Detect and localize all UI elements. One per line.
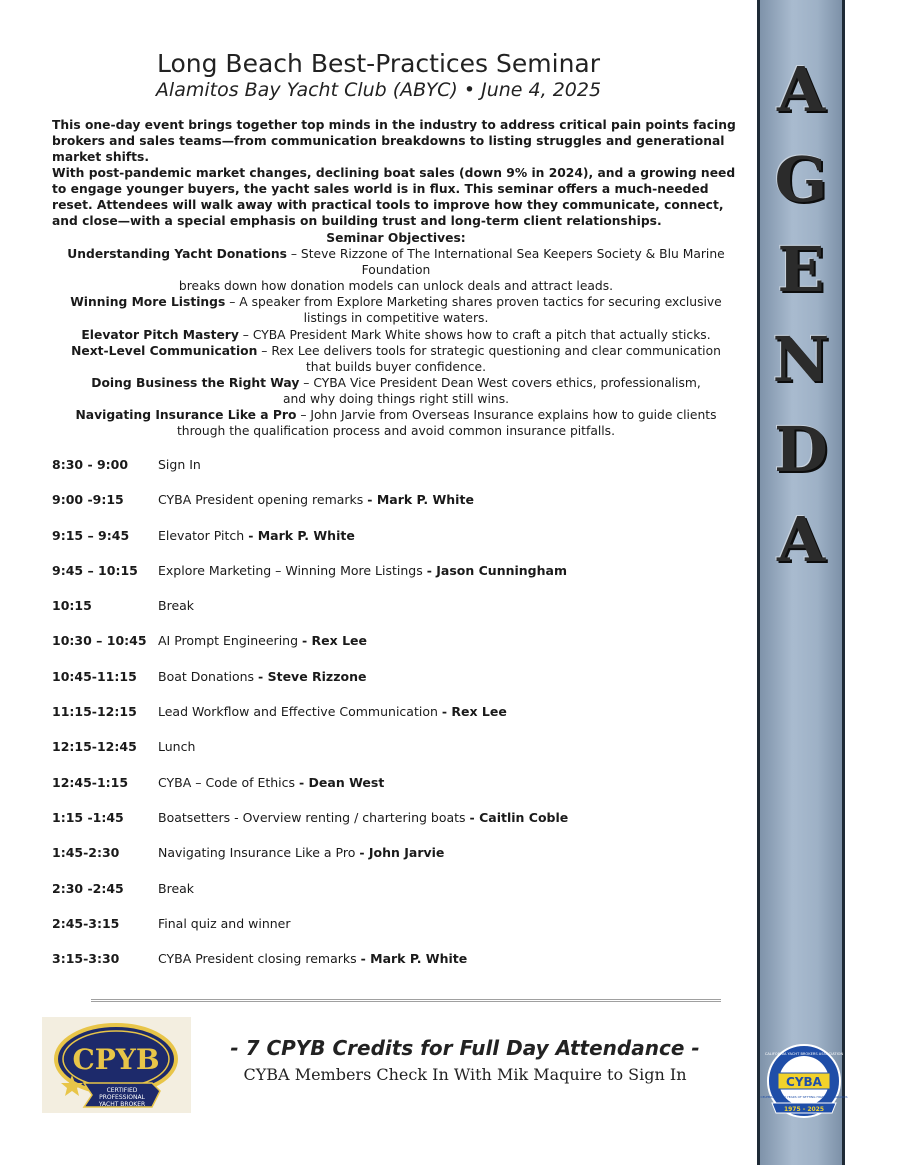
- objective-name: Doing Business the Right Way: [91, 375, 300, 390]
- schedule-row: [52, 561, 742, 596]
- schedule-time: 9:15 – 9:45: [52, 527, 130, 543]
- schedule-time: 2:45-3:15: [52, 915, 120, 931]
- schedule-session: [158, 702, 507, 722]
- objective-item: [40, 246, 752, 278]
- cyba-seal-years: 1975 - 2025: [783, 1106, 825, 1113]
- header: [0, 50, 757, 102]
- schedule-row: [52, 526, 742, 561]
- session-title: Break: [158, 880, 195, 896]
- session-title: Sign In: [158, 457, 201, 472]
- schedule-time: 3:15-3:30: [52, 951, 120, 967]
- agenda-letter: N: [772, 323, 830, 396]
- agenda-letter: A: [776, 503, 826, 576]
- schedule-time: 11:15-12:15: [52, 704, 137, 720]
- credits-note: [215, 1035, 715, 1086]
- session-title: Boatsetters - Overview renting / chartering boats: [158, 809, 470, 825]
- schedule-session: [158, 949, 467, 969]
- session-title: Explore Marketing – Winning More Listings: [158, 562, 427, 578]
- session-speaker: - Jason Cunningham: [426, 562, 567, 578]
- seminar-objectives: [40, 230, 752, 439]
- page-title: Long Beach Best-Practices Seminar: [156, 49, 601, 78]
- schedule-row: [52, 843, 742, 878]
- schedule-time: 9:00 -9:15: [52, 492, 124, 508]
- schedule-time: 10:45-11:15: [52, 668, 137, 684]
- objective-text-continued: listings in competitive waters.: [303, 311, 489, 326]
- objective-item: [40, 407, 752, 423]
- objective-text: – Rex Lee delivers tools for strategic questioning and clear communication: [257, 343, 721, 358]
- schedule-session: [158, 737, 195, 757]
- objective-text-continued: through the qualification process and avoid common insurance pitfalls.: [176, 424, 616, 439]
- objective-text: – Steve Rizzone of The International Sea Keepers Society & Blu Marine Foundation: [286, 247, 725, 278]
- divider: [91, 999, 721, 1002]
- schedule-row: [52, 773, 742, 808]
- objective-text: – CYBA President Mark White shows how to craft a pitch that actually sticks.: [238, 327, 711, 342]
- session-speaker: - John Jarvie: [359, 845, 445, 861]
- session-speaker: - Caitlin Coble: [469, 809, 569, 825]
- session-title: Navigating Insurance Like a Pro: [158, 845, 360, 861]
- session-title: CYBA President closing remarks: [158, 951, 361, 967]
- session-speaker: - Dean West: [299, 774, 385, 790]
- intro-paragraph-2: With post-pandemic market changes, declining boat sales (down 9% in 2024), and a growing need to engage younger buyers, the yacht sales world is in flux. This seminar offers a much-needed reset. Attendees will walk away with practical tools to improve how they communicate, connect, and close—with a special emphasis on building trust and long-term client relationships.: [52, 166, 736, 228]
- schedule-time: 12:15-12:45: [52, 739, 137, 755]
- schedule-row: [52, 596, 742, 631]
- session-speaker: - Rex Lee: [302, 633, 367, 649]
- cyba-seal-tagline: CELEBRATING 50 YEARS OF SETTING HIGHER STANDARDS: [760, 1095, 848, 1099]
- schedule-session: [158, 455, 201, 475]
- schedule-session: [158, 808, 568, 828]
- schedule-row: [52, 702, 742, 737]
- cyba-seal-text: CYBA: [786, 1075, 822, 1089]
- schedule-time: 1:15 -1:45: [52, 809, 124, 825]
- schedule-session: [158, 596, 194, 616]
- schedule-session: [158, 773, 384, 793]
- objective-name: Navigating Insurance Like a Pro: [75, 408, 297, 423]
- cpyb-ribbon-1: CERTIFIED: [106, 1087, 138, 1094]
- objective-item: [40, 375, 752, 391]
- cpyb-logo-text: CPYB: [72, 1043, 160, 1076]
- objective-text: – CYBA Vice President Dean West covers ethics, professionalism,: [299, 375, 701, 390]
- schedule-session: [158, 561, 567, 581]
- session-title: CYBA President opening remarks: [158, 492, 368, 508]
- schedule-row: [52, 808, 742, 843]
- cyba-seal-logo: [760, 1043, 848, 1119]
- objective-text-continued: and why doing things right still wins.: [282, 391, 510, 406]
- schedule-session: [158, 490, 474, 510]
- schedule-row: [52, 914, 742, 949]
- cpyb-ribbon-3: YACHT BROKER: [98, 1101, 146, 1108]
- credits-subtitle: CYBA Members Check In With Mik Maquire to Sign In: [243, 1065, 687, 1084]
- cyba-seal-ring-text: CALIFORNIA YACHT BROKERS ASSOCIATION: [764, 1052, 844, 1056]
- schedule-row: [52, 879, 742, 914]
- schedule-session: [158, 879, 194, 899]
- objective-text: – A speaker from Explore Marketing shares proven tactics for securing exclusive: [225, 295, 722, 310]
- schedule-row: [52, 631, 742, 666]
- objective-text-continued: that builds buyer confidence.: [305, 359, 487, 374]
- intro: [52, 117, 742, 229]
- agenda-letter: E: [777, 233, 825, 306]
- session-title: Break: [158, 598, 195, 614]
- schedule-session: [158, 631, 367, 651]
- objective-text: – John Jarvie from Overseas Insurance explains how to guide clients: [296, 408, 717, 423]
- session-speaker: - Mark P. White: [248, 527, 355, 543]
- schedule-time: 2:30 -2:45: [52, 880, 124, 896]
- schedule: [52, 455, 742, 984]
- page-subtitle: Alamitos Bay Yacht Club (ABYC) • June 4, 2025: [155, 79, 602, 101]
- session-title: Lunch: [158, 739, 196, 755]
- session-title: CYBA – Code of Ethics: [158, 774, 300, 790]
- objective-name: Next-Level Communication: [71, 343, 258, 358]
- session-title: Boat Donations: [158, 668, 259, 684]
- objectives-heading: Seminar Objectives:: [326, 231, 466, 245]
- objective-name: Winning More Listings: [70, 295, 226, 310]
- objective-name: Elevator Pitch Mastery: [81, 327, 239, 342]
- session-speaker: - Mark P. White: [367, 492, 474, 508]
- schedule-session: [158, 914, 291, 934]
- agenda-letter: G: [774, 143, 828, 216]
- objective-text-continued: breaks down how donation models can unlock deals and attract leads.: [178, 279, 614, 294]
- schedule-row: [52, 667, 742, 702]
- agenda-sidebar: [757, 0, 848, 1165]
- objective-name: Understanding Yacht Donations: [67, 247, 287, 262]
- session-speaker: - Steve Rizzone: [258, 668, 367, 684]
- intro-paragraph-1: This one-day event brings together top minds in the industry to address critical pain points facing brokers and sales teams—from communication breakdowns to listing struggles and generational market shifts.: [52, 118, 736, 164]
- agenda-letter: D: [774, 413, 828, 486]
- objective-item: [40, 343, 752, 359]
- schedule-time: 1:45-2:30: [52, 845, 120, 861]
- agenda-letter: A: [776, 53, 826, 126]
- schedule-time: 12:45-1:15: [52, 774, 129, 790]
- session-speaker: - Rex Lee: [441, 704, 507, 720]
- schedule-time: 8:30 - 9:00: [52, 457, 129, 472]
- schedule-session: [158, 667, 366, 687]
- schedule-time: 10:15: [52, 598, 92, 614]
- cpyb-ribbon-2: PROFESSIONAL: [99, 1094, 145, 1101]
- session-title: Lead Workflow and Effective Communication: [158, 704, 442, 720]
- schedule-row: [52, 455, 742, 490]
- schedule-time: 9:45 – 10:15: [52, 562, 138, 578]
- schedule-row: [52, 490, 742, 525]
- cpyb-logo: [42, 1017, 191, 1113]
- schedule-time: 10:30 – 10:45: [52, 633, 147, 649]
- schedule-row: [52, 949, 742, 984]
- schedule-session: [158, 526, 355, 546]
- session-title: Elevator Pitch: [158, 527, 249, 543]
- objective-item: [40, 327, 752, 343]
- session-title: AI Prompt Engineering: [158, 633, 303, 649]
- schedule-session: [158, 843, 444, 863]
- session-speaker: - Mark P. White: [360, 951, 468, 967]
- schedule-row: [52, 737, 742, 772]
- credits-title: - 7 CPYB Credits for Full Day Attendance -: [230, 1036, 700, 1060]
- session-title: Final quiz and winner: [158, 915, 291, 931]
- objective-item: [40, 294, 752, 310]
